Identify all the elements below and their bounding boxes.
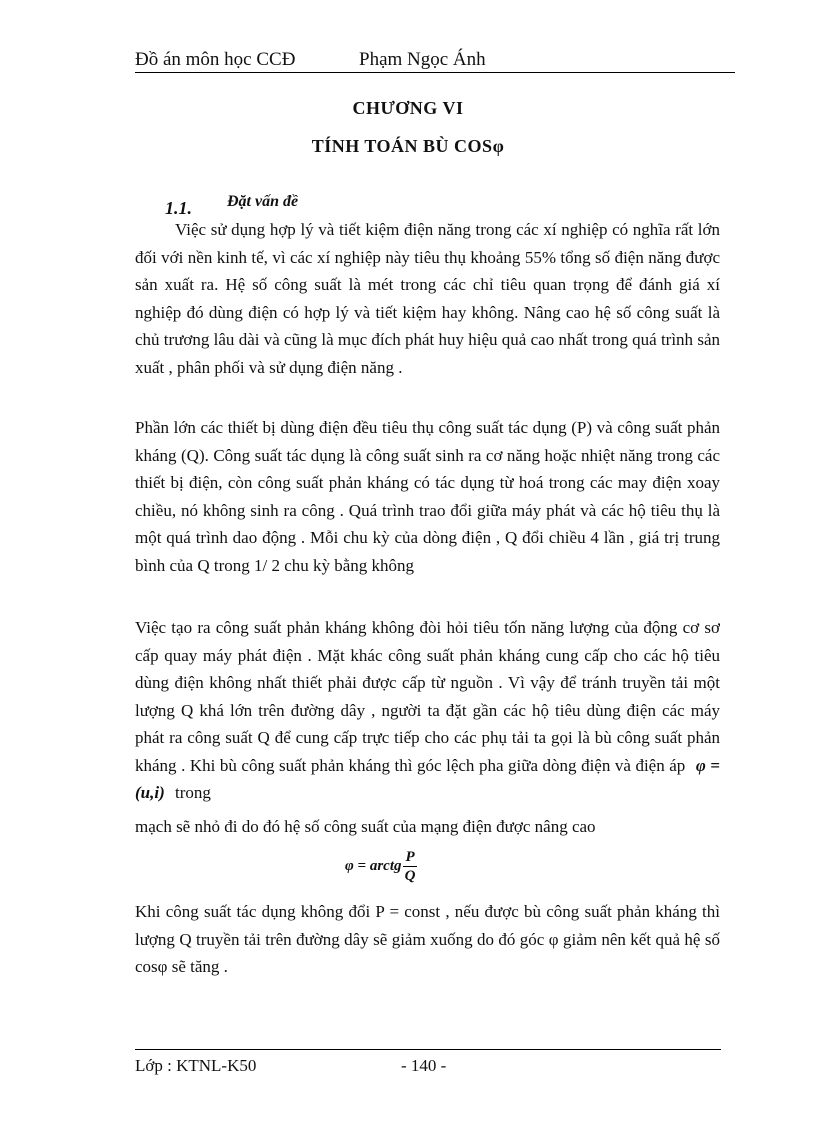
formula-lhs: φ = arctg: [345, 858, 402, 874]
formula-denominator: Q: [404, 868, 416, 884]
page-footer: [135, 1049, 721, 1076]
course-name: Đồ án môn học CCĐ: [135, 49, 296, 70]
paragraph-4: Khi công suất tác dụng không đổi P = const , nếu được bù công suất phản kháng thì lượng Q truyền tải trên đường dây sẽ giảm xuống do đó góc φ giảm nên kết quả hệ số cosφ sẽ tăng .: [135, 902, 720, 976]
paragraph-2: Phần lớn các thiết bị dùng điện đều tiêu thụ công suất tác dụng (P) và công suất phản kháng (Q). Công suất tác dụng là công suất sinh ra cơ năng hoặc nhiệt năng trong các thiết bị điện, còn công suất phản kháng có tác dụng từ hoá trong các may điện xoay chiều, nó không sinh ra công . Quá trình trao đổi giữa máy phát và các hộ tiêu thụ là một quá trình dao động . Mỗi chu kỳ của dòng điện , Q đổi chiều 4 lần , giá trị trung bình của Q trong 1/ 2 chu kỳ bằng không: [135, 418, 720, 575]
page-header: [135, 48, 735, 73]
paragraph-3-tail: trong: [175, 783, 211, 802]
section-number: 1.1.: [165, 198, 192, 218]
phase-angle-formula: φ = (u,i): [135, 755, 720, 802]
paragraph-1: Việc sử dụng hợp lý và tiết kiệm điện năng trong các xí nghiệp có nghĩa rất lớn đối với nền kinh tế, vì các xí nghiệp này tiêu thụ khoảng 55% tổng số điện năng được sản xuất ra. Hệ số công suất là mét trong các chỉ tiêu quan trọng để đánh giá xí nghiệp đó dùng điện có hợp lý và tiết kiệm hay không. Nâng cao hệ số công suất là chủ trương lâu dài và cũng là mục đích phát huy hiệu quả cao nhất trong quá trình sản xuất , phân phối và sử dụng điện năng .: [135, 220, 720, 377]
class-label: Lớp : KTNL-K50: [135, 1056, 257, 1075]
chapter-title: TÍNH TOÁN BÙ COSφ: [311, 136, 505, 156]
author-name: Phạm Ngọc Ánh: [359, 49, 486, 70]
section-heading: [165, 190, 299, 218]
section-title: Đặt vấn đề: [227, 193, 299, 210]
page-number: - 140 -: [401, 1056, 447, 1075]
chapter-number: CHƯƠNG VI: [352, 98, 464, 118]
paragraph-3: [135, 614, 720, 807]
arctg-formula: [345, 848, 417, 885]
formula-numerator: P: [405, 849, 415, 865]
formula-fraction: [403, 848, 416, 885]
paragraph-3-last-line: mạch sẽ nhỏ đi do đó hệ số công suất của mạng điện được nâng cao: [135, 817, 596, 836]
paragraph-3-text: Việc tạo ra công suất phản kháng không đòi hỏi tiêu tốn năng lượng của động cơ sơ cấp quay máy phát điện . Mặt khác công suất phản kháng cung cấp cho các hộ tiêu dùng điện không nhất thiết phải được cấp từ nguồn . Vì vậy để tránh truyền tải một lượng Q khá lớn trên đường dây , người ta đặt gần các hộ tiêu dùng điện các máy phát ra công suất Q để cung cấp trực tiếp cho các phụ tải ta gọi là bù công suất phản kháng . Khi bù công suất phản kháng thì góc lệch pha giữa dòng điện và điện áp: [135, 618, 720, 775]
